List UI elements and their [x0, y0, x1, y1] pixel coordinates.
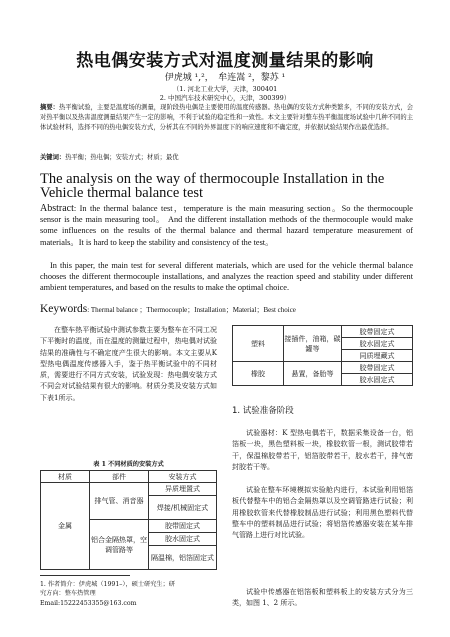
table1-cell-part-1: 排气管、消音器 [90, 483, 149, 520]
abstract-zh-text: 热平衡试验，主要是温度场的测量，现阶段热电偶是主要使用的温度传感器。热电偶的安装方式种类繁多，不同的安装方式，会对热平衡以及热害温度测量结果产生一定的影响，不利于试验的稳定性和一致性。本文主要针对整车热平衡温度场试验中几种不同的主体试验材料，选择不同的热电偶安装方式，分析其在不同的外界温度下的响应速度和不确定度，并依据试验结果作出最优选择。 [40, 104, 414, 131]
keywords-en [40, 303, 413, 315]
table1-header-material: 材质 [41, 471, 90, 483]
abstract-en-p1 [40, 203, 413, 248]
table1-cell-method: 胶水固定式 [342, 338, 413, 350]
abstract-en-p2: In this paper, the main test for several different materials, which are used for the vehicle thermal balance chooses the different thermocouple installations, and analyzes the reaction speed and stability under different ambient temperatures, and based on the results to make the optimal choice. [40, 261, 413, 293]
table1-cell-part: 接插件，油箱，碳罐等 [284, 326, 342, 362]
section-heading: 1. 试验准备阶段 [232, 406, 294, 416]
keywords-en-label: Keywords [40, 303, 88, 315]
table1-cell-method: 胶水固定式 [342, 374, 413, 386]
table1-cell-method: 焊接/机械固定式 [149, 496, 217, 520]
table1-cell-material: 金属 [41, 483, 90, 570]
table1-cell-method: 胶水固定式 [149, 533, 217, 546]
paper-title: 热电偶安装方式对温度测量结果的影响 [76, 51, 374, 71]
affiliation-2: 2. 中国汽车技术研究中心，天津，300399） [159, 94, 291, 102]
table1-cell-method: 异质埋置式 [149, 483, 217, 496]
table1-header-part: 部件 [90, 471, 149, 483]
section1-paragraph: 试验器材：K 型热电偶若干，数据采集设备一台，铝箔板一块，黑色塑料板一块，橡胶软管一根，测试胶带若干，保温棉胶带若干，铝箔胶带若干，胶水若干，排气密封胶若干等。 [232, 429, 413, 471]
section1-paragraph: 试验在整车环境模拟实验舱内进行，本试验利用铝箔板代替整车中的铝合金隔热罩以及空调管路进行试验；利用橡胶软管来代替橡胶制品进行试验；利用黑色塑料代替整车中的塑料制品进行试验；将铝箔传感器安装在某车排气管路上进行对比试验。 [232, 486, 413, 540]
keywords-en-text: : Thermal balance ；Thermocouple；Installation；Material；Best choice [87, 306, 296, 314]
table1-continued [232, 325, 413, 386]
keywords-zh [40, 152, 413, 161]
abstract-en-text1: : In the thermal balance test，temperature is the main measuring section。So the thermocouple sensor is the main measuring tool。 And the different installation methods of the thermocouple would make some influences on the results of the thermal balance and thermal hazard temperature measurement of materials。It is hard to keep the stability and consistency of the test。 [40, 204, 413, 247]
footnote-divider [40, 575, 130, 576]
table1-header-method: 安装方式 [149, 471, 217, 483]
abstract-zh [40, 103, 413, 133]
footnote-line: 究方向：整车热管理 [40, 590, 96, 598]
footnote [40, 580, 220, 608]
table1-caption: 表 1 不同材质的安装方式 [93, 461, 164, 468]
table1-cell-material: 塑料 [233, 326, 284, 362]
title-en: The analysis on the way of thermocouple Installation in the Vehicle thermal balance test [40, 171, 385, 201]
abstract-en-label: Abstract [40, 203, 74, 214]
authors: 伊虎城 ¹,²， 牟连嵩 ²，黎苏 ¹ [164, 73, 286, 83]
section1-paragraph: 试验中传感器在铝箔板和塑料板上的安装方式分为三类，如图 1、2 所示。 [232, 588, 413, 608]
keywords-zh-label: 关键词： [40, 154, 66, 161]
table1-cell-part: 悬置，备胎等 [284, 362, 342, 386]
table1-cell-method: 胶带固定式 [149, 520, 217, 533]
intro-paragraph: 在整车热平衡试验中测试参数主要为整车在不同工况下平衡时的温度，而在温度的测量过程中，热电偶对试验结果的准确性与不确定度产生很大的影响。本文主要从K型热电偶温度传感器入手，鉴于热平衡试验中的不同材质，需要进行不同方式安装，试验发现：热电偶安装方式不同会对试验结果有很大的影响。材质分类及安装方式如下表1所示。 [40, 326, 217, 402]
footnote-line: Email:15222453355@163.com [40, 599, 137, 607]
affiliation-1: （1. 河北工业大学，天津，300401 [172, 85, 278, 93]
table1-cell-method: 隔温棉，铝箔固定式 [149, 546, 217, 570]
table1 [40, 470, 217, 570]
keywords-zh-text: 热平衡；热电偶；安装方式；材质；最优 [65, 154, 179, 161]
table1-cell-material: 橡胶 [233, 362, 284, 386]
table1-cell-part-2: 铝合金隔热罩，空调管路等 [90, 520, 149, 570]
table1-cell-method: 胶带固定式 [342, 362, 413, 374]
table1-cell-method: 同质埋藏式 [342, 350, 413, 362]
footnote-line: 1. 作者简介：伊虎城（1991–），硕士研究生；研 [40, 581, 175, 588]
abstract-zh-label: 摘要： [40, 104, 59, 111]
table1-cell-method: 胶带固定式 [342, 326, 413, 338]
